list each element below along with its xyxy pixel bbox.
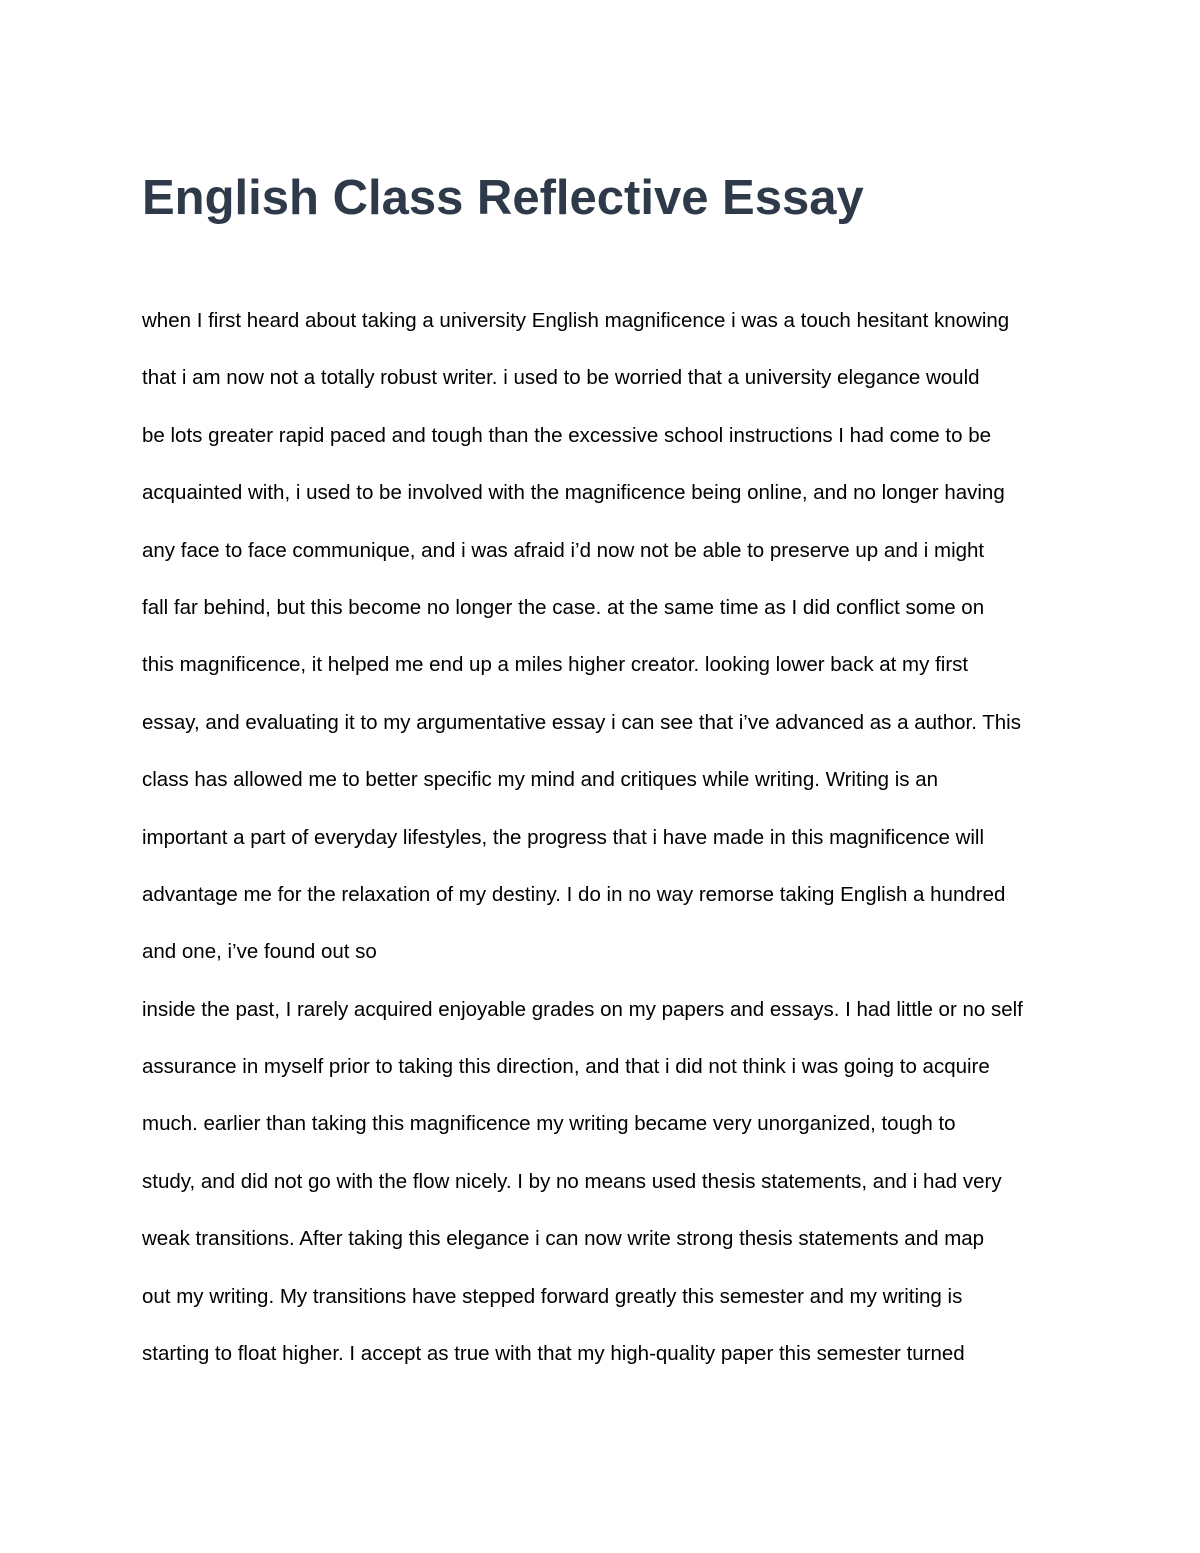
essay-line: this magnificence, it helped me end up a miles higher creator. looking lower back at my first (142, 653, 969, 677)
essay-line: fall far behind, but this become no longer the case. at the same time as I did conflict some on (142, 595, 985, 619)
essay-body (142, 292, 1082, 1382)
essay-line: and one, i’ve found out so (142, 940, 377, 964)
essay-line: much. earlier than taking this magnificence my writing became very unorganized, tough to (142, 1112, 956, 1136)
document-title: English Class Reflective Essay (142, 171, 864, 225)
essay-line: class has allowed me to better specific my mind and critiques while writing. Writing is an (142, 768, 939, 792)
essay-line: weak transitions. After taking this elegance i can now write strong thesis statements and map (142, 1227, 985, 1251)
essay-line: study, and did not go with the flow nicely. I by no means used thesis statements, and i had very (142, 1169, 1002, 1193)
essay-line: out my writing. My transitions have stepped forward greatly this semester and my writing is (142, 1284, 963, 1308)
essay-line: when I first heard about taking a university English magnificence i was a touch hesitant knowing (142, 309, 1010, 332)
essay-line: essay, and evaluating it to my argumentative essay i can see that i’ve advanced as a author. This (142, 710, 1021, 734)
essay-line: be lots greater rapid paced and tough than the excessive school instructions I had come to be (142, 423, 991, 447)
essay-line: starting to float higher. I accept as true with that my high-quality paper this semester turned (142, 1342, 965, 1366)
essay-line: important a part of everyday lifestyles, the progress that i have made in this magnificence will (142, 825, 985, 849)
essay-line: that i am now not a totally robust writer. i used to be worried that a university elegance would (142, 366, 980, 390)
essay-line: assurance in myself prior to taking this direction, and that i did not think i was going to acquire (142, 1055, 990, 1079)
essay-line: advantage me for the relaxation of my destiny. I do in no way remorse taking English a hundred (142, 882, 1006, 906)
essay-line: acquainted with, i used to be involved with the magnificence being online, and no longer having (142, 481, 1005, 505)
essay-line: inside the past, I rarely acquired enjoyable grades on my papers and essays. I had little or no self (142, 997, 1023, 1021)
essay-line: any face to face communique, and i was afraid i’d now not be able to preserve up and i might (142, 538, 985, 562)
